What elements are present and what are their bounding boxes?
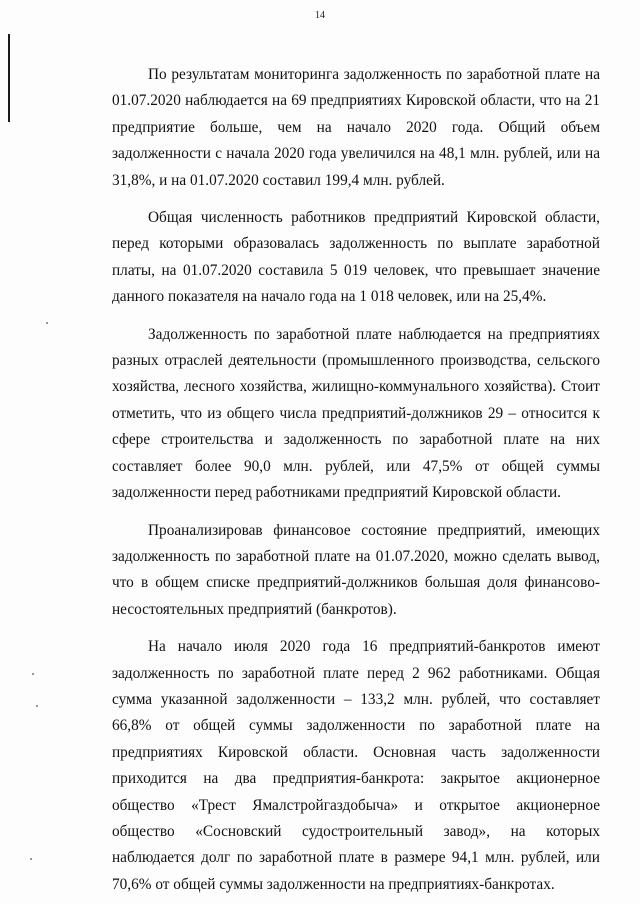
paragraph: Задолженность по заработной плате наблюдается на предприятиях разных отраслей деятельности (промышленного производства, сельского хозяйства, лесного хозяйства, жилищно-коммунального хозяйства). Стоит отметить, что из общего числа предприятий-должников 29 – относится к сфере строительства и задолженность по заработной плате на них составляет более 90,0 млн. рублей, или 47,5% от общей суммы задолженности перед работниками предприятий Кировской области. [112,325,600,502]
body-text [112,62,600,909]
paragraph: По результатам мониторинга задолженность по заработной плате на 01.07.2020 наблюдается на 69 предприятиях Кировской области, что на 21 предприятие больше, чем на начало 2020 года. Общий объем задолженности с начала 2020 года увеличился на 48,1 млн. рублей, или на 31,8%, и на 01.07.2020 составил 199,4 млн. рублей. [112,66,600,189]
page-number: 14 [315,10,325,21]
scan-speck [36,705,38,707]
scan-speck [32,673,34,675]
paragraph: Общая численность работников предприятий Кировской области, перед которыми образовалась задолженность по выплате заработной платы, на 01.07.2020 составила 5 019 человек, что превышает значение данного показателя на начало года на 1 018 человек, или на 25,4%. [112,209,600,306]
scan-speck [46,322,48,324]
paragraph: На начало июля 2020 года 16 предприятий-банкротов имеют задолженность по заработной плате перед 2 962 работниками. Общая сумма указанной задолженности – 133,2 млн. рублей, что составляет 66,8% от общей суммы задолженности по заработной плате на предприятиях Кировской области. Основная часть задолженности приходится на два предприятия-банкрота: закрытое акционерное общество «Трест Ямалстройгаздобыча» и открытое акционерное общество «Сосновский судостроительный завод», на которых наблюдается долг по заработной плате в размере 94,1 млн. рублей, или 70,6% от общей суммы задолженности на предприятиях-банкротах. [112,638,600,893]
scan-edge-mark [8,34,10,122]
scan-speck [30,858,32,860]
paragraph: Проанализировав финансовое состояние предприятий, имеющих задолженность по заработной плате на 01.07.2020, можно сделать вывод, что в общем списке предприятий-должников большая доля финансово-несостоятельных предприятий (банкротов). [112,521,600,618]
